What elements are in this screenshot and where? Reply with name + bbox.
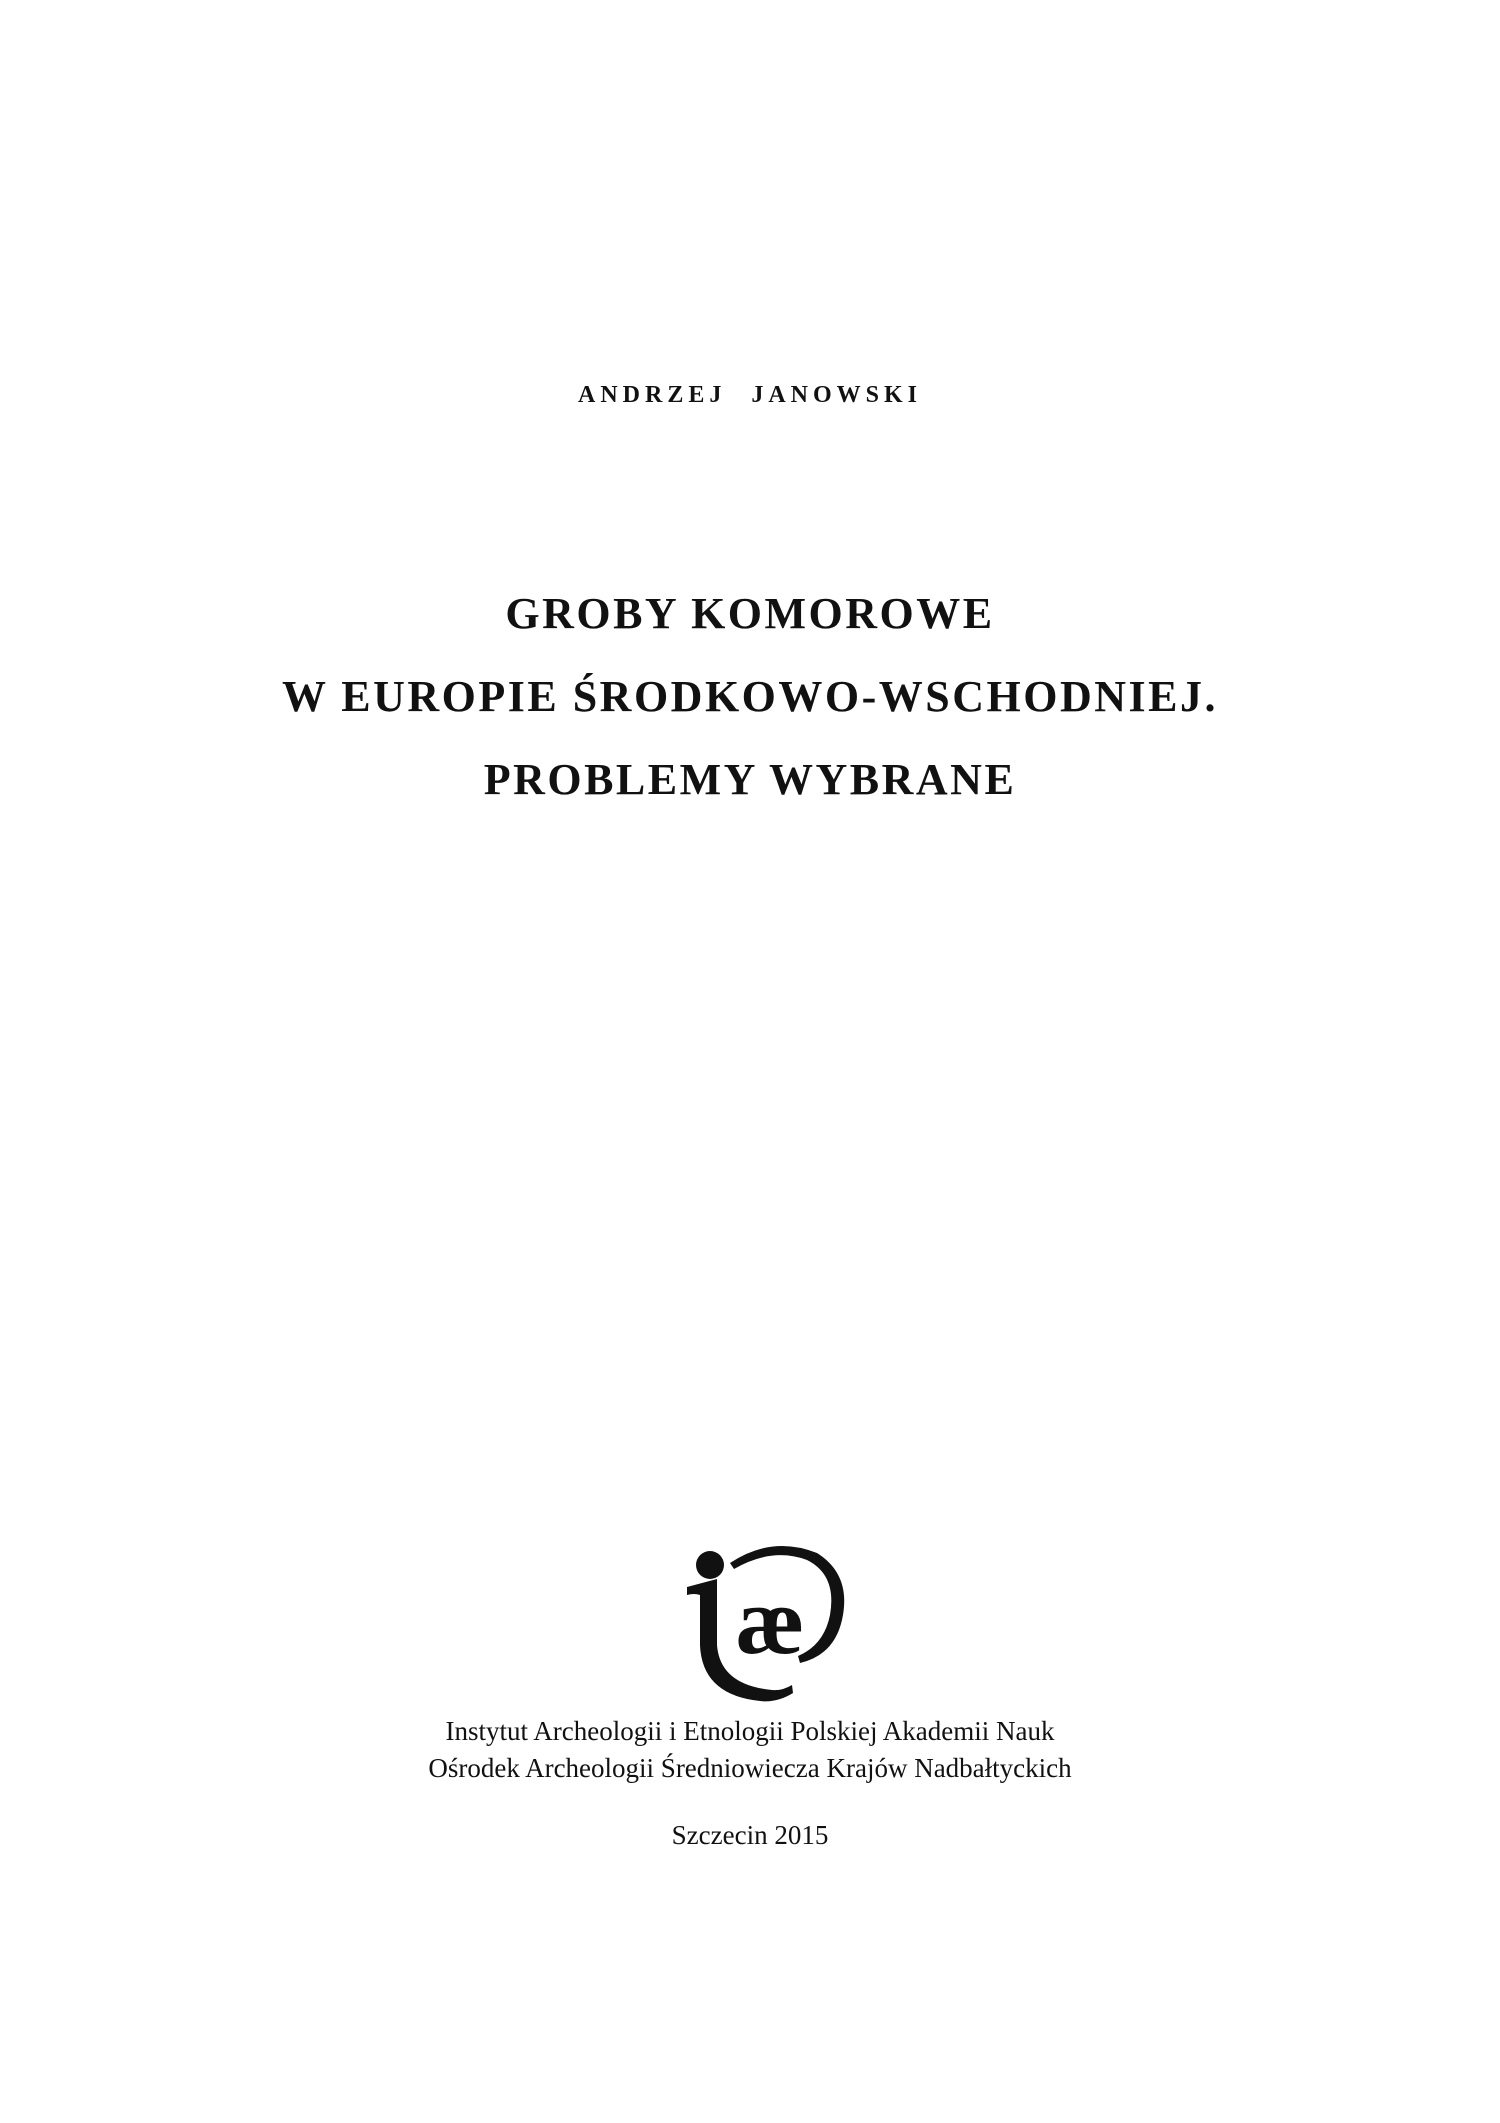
title-line-2: W EUROPIE ŚRODKOWO-WSCHODNIEJ. [282, 672, 1218, 721]
publisher-line-1: Instytut Archeologii i Etnologii Polskiej Akademii Nauk [445, 1716, 1055, 1746]
svg-text:æ: æ [735, 1567, 805, 1674]
place-and-year: Szczecin 2015 [671, 1820, 829, 1850]
author-name: ANDRZEJ JANOWSKI [577, 382, 923, 408]
title-line-3: PROBLEMY WYBRANE [483, 755, 1017, 804]
publisher-logo-icon [672, 1535, 852, 1705]
publisher-line-2: Ośrodek Archeologii Średniowiecza Krajów Nadbałtyckich [428, 1753, 1072, 1783]
title-line-1: GROBY KOMOROWE [505, 589, 995, 638]
